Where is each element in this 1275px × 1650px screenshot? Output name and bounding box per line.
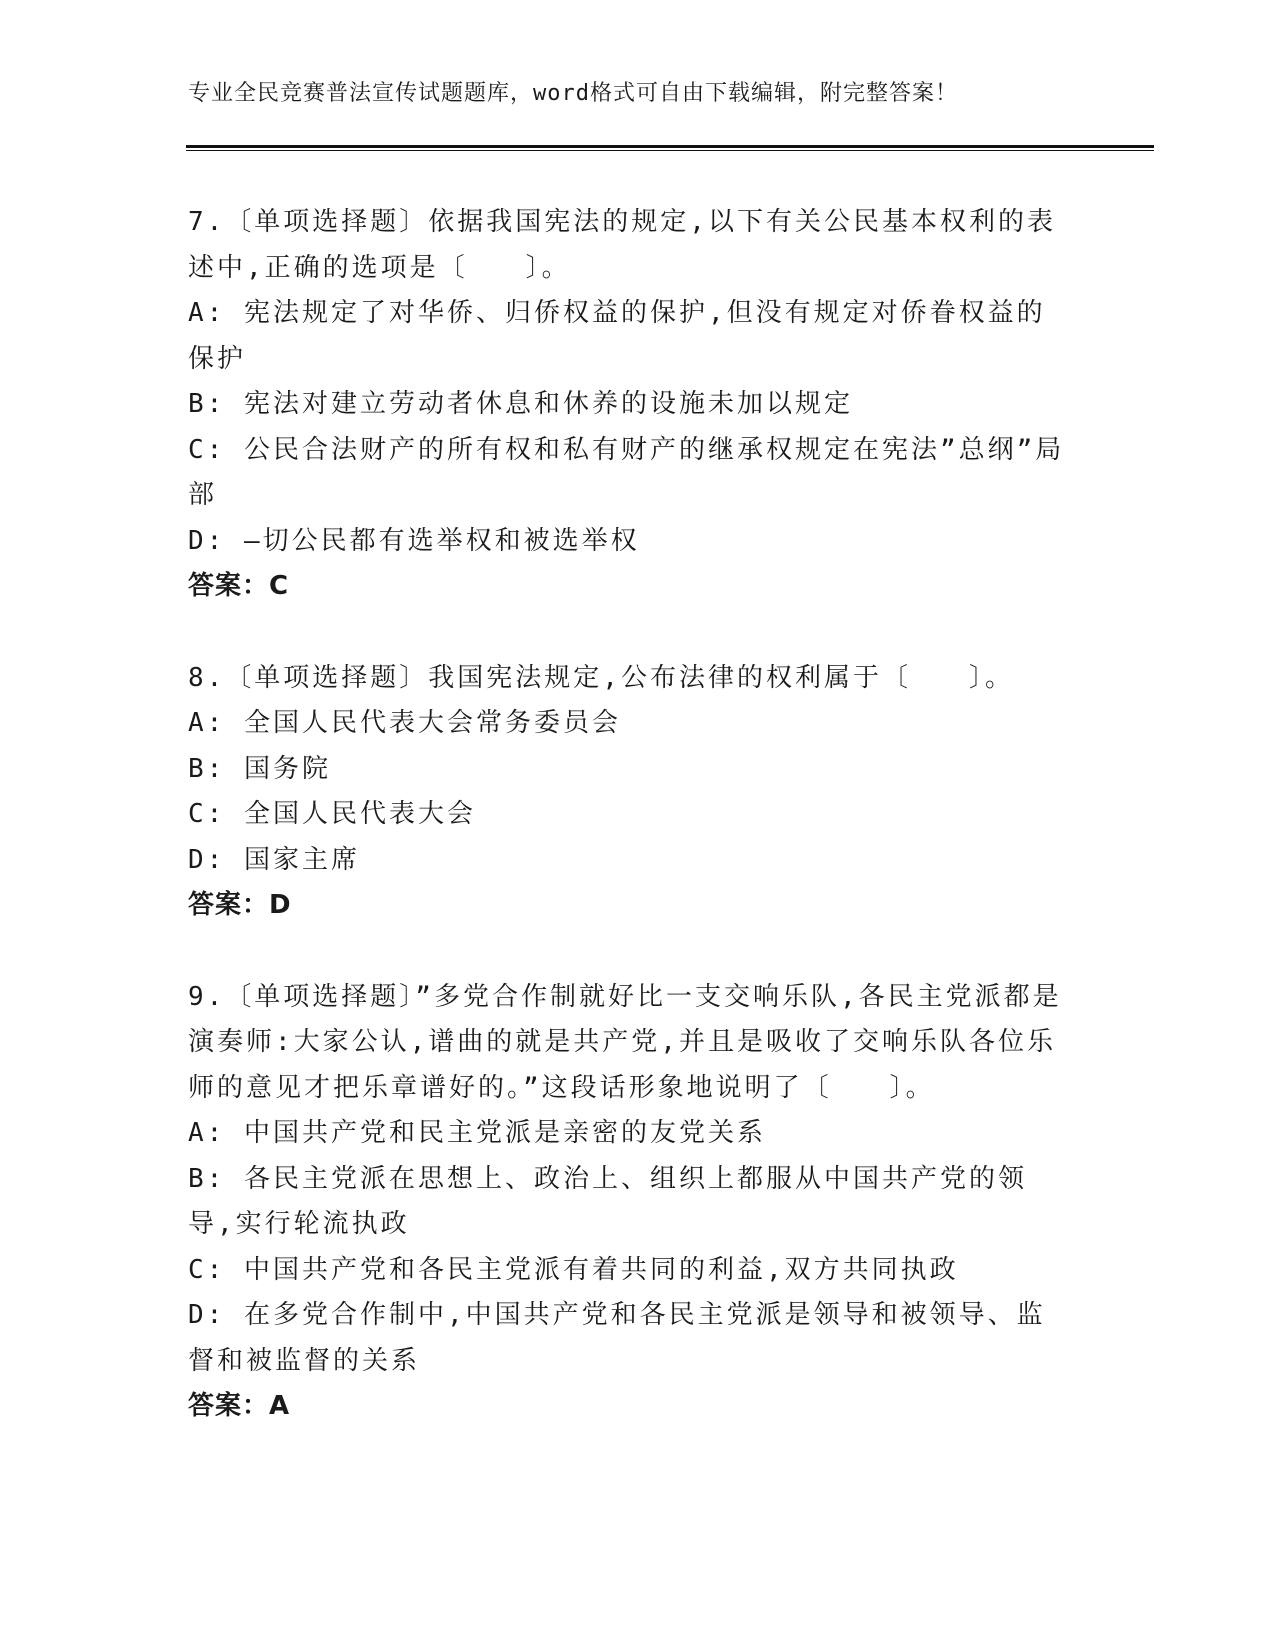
option-d: D: 国家主席 [188, 844, 360, 875]
answer: 答案：A [188, 1391, 291, 1421]
option-a: A: 中国共产党和民主党派是亲密的友党关系 [188, 1118, 766, 1148]
option-b: B: 各民主党派在思想上、政治上、组织上都服从中国共产党的领导,实行轮流执政 [188, 1163, 1027, 1239]
question-stem: 9.〔单项选择题〕”多党合作制就好比一支交响乐队,各民主党派都是演奏师:大家公认,谱曲的就是共产党,并且是吸收了交响乐队各位乐师的意见才把乐章谱好的。”这段话形象地说明了〔 〕。 [188, 981, 1062, 1103]
option-c: C: 全国人民代表大会 [188, 799, 476, 829]
option-c: C: 中国共产党和各民主党派有着共同的利益,双方共同执政 [188, 1254, 959, 1285]
header-divider-thick [186, 145, 1154, 148]
option-a: A: 宪法规定了对华侨、归侨权益的保护,但没有规定对侨眷权益的保护 [188, 298, 1046, 374]
option-d: D: —切公民都有选举权和被选举权 [188, 525, 640, 556]
question-stem: 8.〔单项选择题〕我国宪法规定,公布法律的权利属于〔 〕。 [188, 662, 1014, 693]
answer: 答案：C [188, 571, 290, 601]
question-7 [188, 200, 1068, 610]
option-d: D: 在多党合作制中,中国共产党和各民主党派是领导和被领导、监督和被监督的关系 [188, 1300, 1046, 1376]
option-b: B: 宪法对建立劳动者休息和休养的设施未加以规定 [188, 389, 853, 419]
question-list [188, 200, 1068, 1476]
header-divider-thin [186, 150, 1154, 151]
option-b: B: 国务院 [188, 753, 331, 784]
option-c: C: 公民合法财产的所有权和私有财产的继承权规定在宪法”总纲”局部 [188, 434, 1065, 510]
page-header: 专业全民竞赛普法宣传试题题库，word格式可自由下载编辑，附完整答案！ [188, 81, 958, 106]
question-8 [188, 656, 1068, 929]
question-stem: 7.〔单项选择题〕依据我国宪法的规定,以下有关公民基本权利的表述中,正确的选项是〔 〕。 [188, 207, 1056, 283]
answer: 答案：D [188, 890, 292, 920]
question-9 [188, 975, 1068, 1430]
option-a: A: 全国人民代表大会常务委员会 [188, 708, 621, 738]
